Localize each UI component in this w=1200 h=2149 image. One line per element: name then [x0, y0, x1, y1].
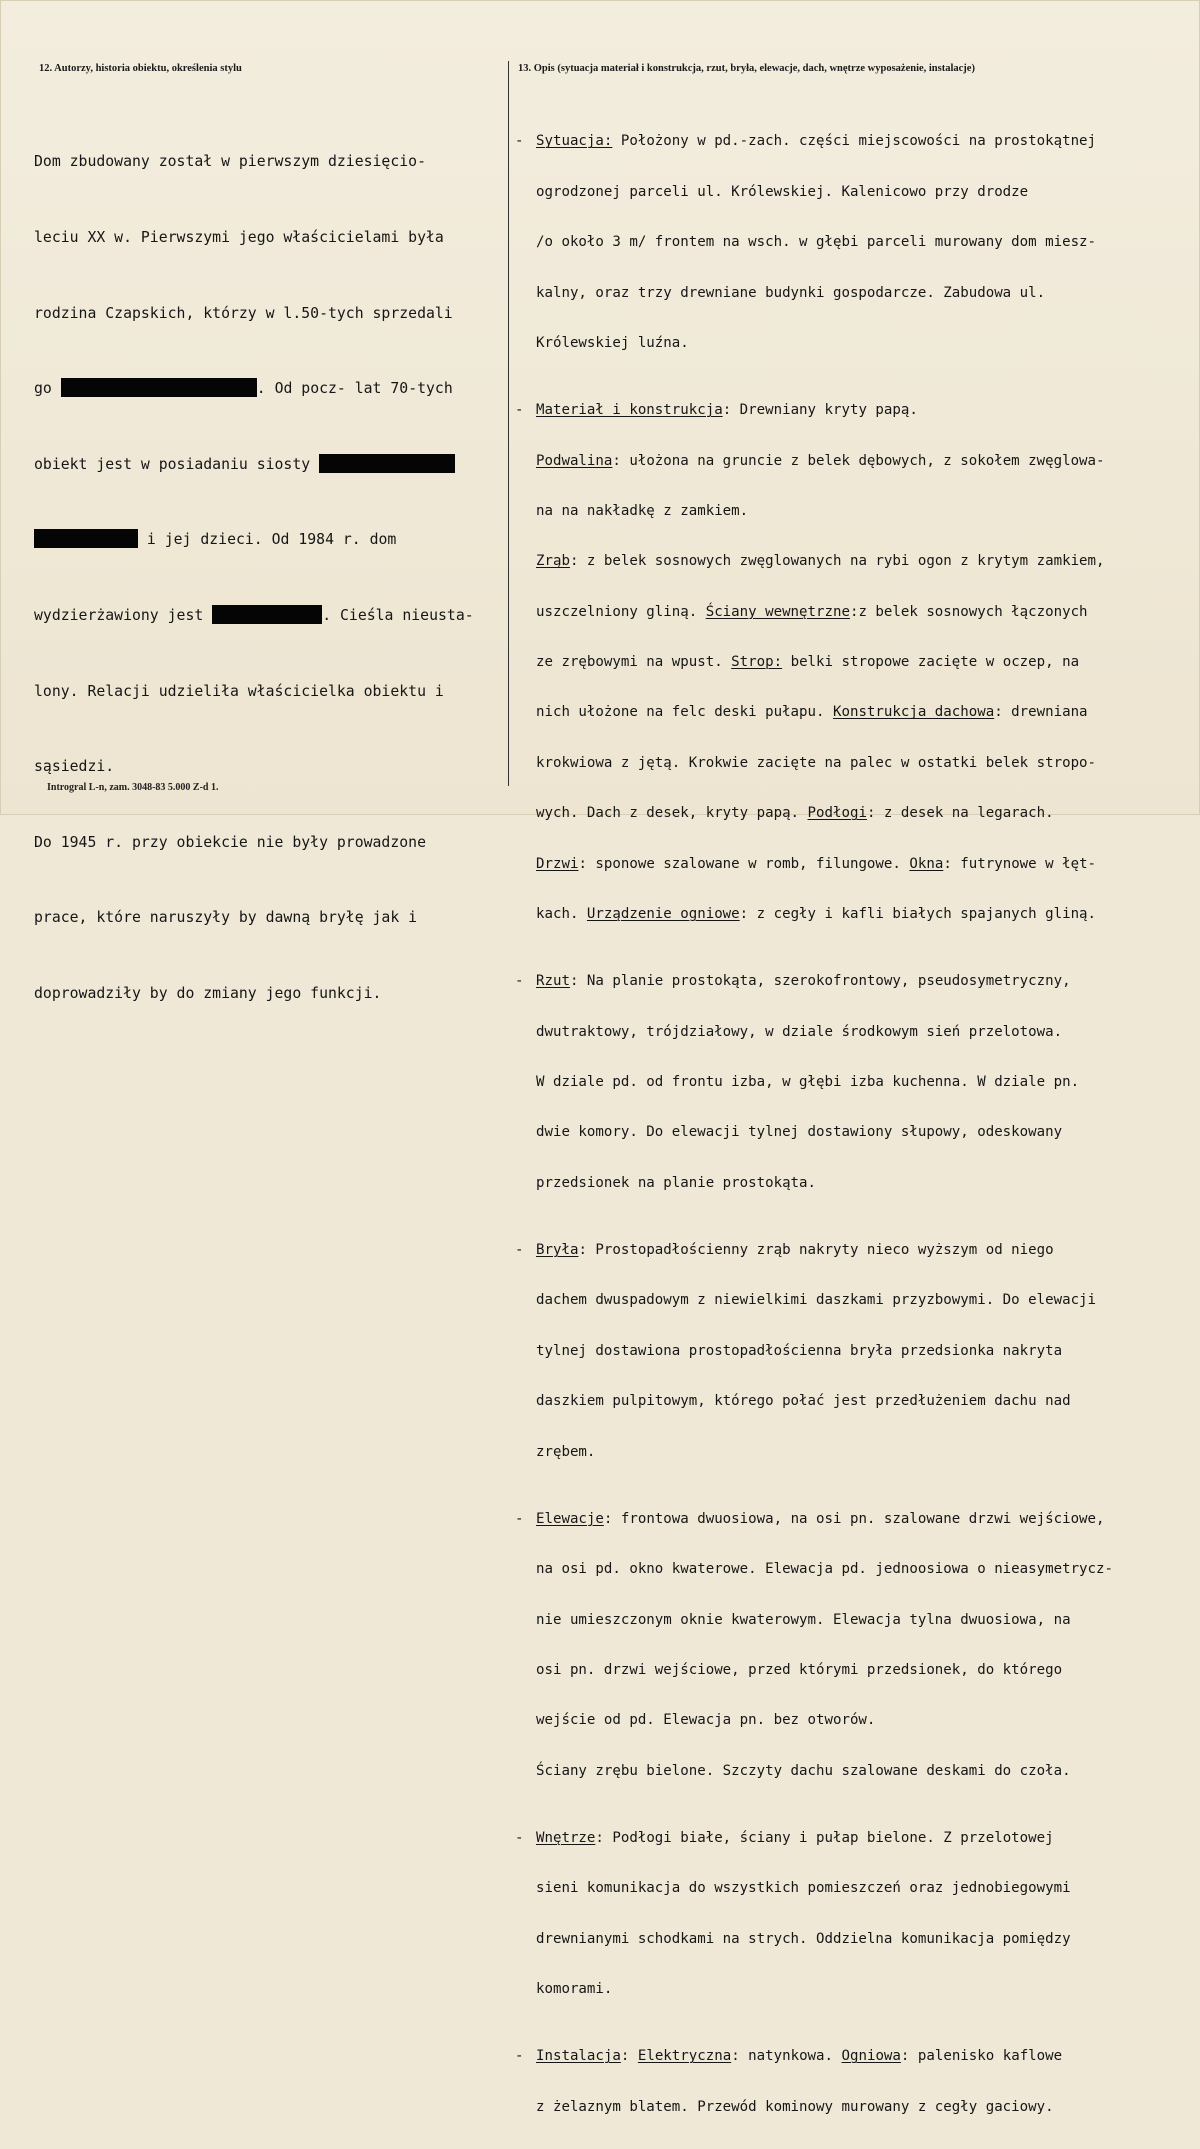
text-span: : sponowe szalowane w romb, filungowe. [578, 855, 910, 872]
text-span: i jej dzieci. Od 1984 r. dom [138, 531, 397, 549]
text-line [515, 1024, 1195, 1041]
description-text [515, 83, 1195, 2149]
text-span: kalny, oraz trzy drewniane budynki gospodarcze. Zabudowa ul. [536, 284, 1046, 301]
text-line [515, 2099, 1195, 2116]
text-span: leciu XX w. Pierwszymi jego właścicielami była [34, 229, 444, 246]
text-line [515, 1981, 1195, 1998]
label-sytuacja: Sytuacja: [536, 133, 613, 150]
text-line [34, 754, 499, 779]
label-sciany: Ściany wewnętrzne [705, 603, 850, 620]
text-span: lony. Relacji udzieliła właścicielka obiektu i [34, 682, 444, 700]
text-span: sieni komunikacja do wszystkich pomieszczeń oraz jednobiegowymi [536, 1880, 1071, 1897]
text-span: tylnej dostawiona prostopadłościenna bryła przedsionka nakryta [536, 1342, 1063, 1359]
text-span: : z belek sosnowych zwęglowanych na rybi ogon z krytym zamkiem, [569, 553, 1105, 570]
redaction-bar [61, 378, 257, 397]
text-span: przedsionek na planie prostokąta. [536, 1174, 817, 1191]
text-line [515, 1074, 1195, 1091]
text-span: krokwiowa z jętą. Krokwie zacięte na palec w ostatki belek stropo- [536, 754, 1097, 771]
text-line [34, 603, 499, 628]
text-span: ogrodzonej parceli ul. Królewskiej. Kalenicowo przy drodze [536, 183, 1029, 200]
text-span: obiekt jest w posiadaniu siosty [34, 455, 311, 473]
text-line [515, 973, 1195, 990]
text-span: : Drewniany kryty papą. [722, 402, 918, 419]
label-bryla: Bryła [536, 1241, 579, 1258]
text-span: rodzina Czapskich, którzy w l.50-tych sprzedali [34, 304, 453, 322]
text-line [515, 1511, 1195, 1528]
text-line [515, 234, 1195, 251]
text-line [34, 225, 499, 250]
text-span: : drewniana [994, 704, 1088, 721]
text-span: drewnianymi schodkami na strych. Oddzielna komunikacja pomiędzy [536, 1930, 1071, 1947]
text-span: Dom zbudowany został w pierwszym dziesięcio- [34, 153, 426, 171]
text-span: Położony w pd.-zach. części miejscowości na prostokątnej [612, 133, 1097, 150]
text-span: : ułożona na gruncie z belek dębowych, z sokołem zwęglowa- [612, 452, 1105, 469]
text-line [515, 755, 1195, 772]
text-span: na na nakładkę z zamkiem. [536, 502, 749, 519]
text-span: sąsiedzi. [34, 758, 115, 776]
label-podwalina: Podwalina [536, 452, 613, 469]
text-span: : Na planie prostokąta, szerokofrontowy, pseudosymetryczny, [569, 973, 1071, 990]
text-span: zrębem. [536, 1443, 596, 1460]
label-rzut: Rzut [536, 973, 570, 990]
label-urzadzenie: Urządzenie ogniowe [586, 906, 740, 923]
text-span: dwutraktowy, trójdziałowy, w dziale środkowym sień przelotowa. [536, 1023, 1063, 1040]
text-span: kach. [536, 906, 587, 923]
text-span: nie umieszczonym oknie kwaterowym. Elewacja tylna dwuosiowa, na [536, 1611, 1071, 1628]
label-elewacje: Elewacje [536, 1510, 604, 1527]
text-span: : Podłogi białe, ściany i pułap bielone. Z przelotowej [595, 1829, 1054, 1846]
text-line [515, 1343, 1195, 1360]
text-line [34, 149, 499, 174]
text-span: Królewskiej luźna. [536, 334, 689, 351]
redaction-bar [34, 529, 138, 548]
text-span: . Cieśla nieusta- [322, 606, 474, 624]
text-line [34, 830, 499, 855]
text-line [34, 981, 499, 1006]
text-span: z żelaznym blatem. Przewód kominowy murowany z cegły gaciowy. [536, 2098, 1054, 2115]
text-span: : z desek na legarach. [866, 805, 1054, 822]
label-wnetrze: Wnętrze [536, 1829, 596, 1846]
label-podlogi: Podłogi [807, 805, 867, 822]
text-line [34, 301, 499, 326]
text-line [515, 553, 1195, 570]
text-span: : futrynowe w łęt- [943, 855, 1097, 872]
text-span: :z belek sosnowych łączonych [849, 603, 1088, 620]
text-span: doprowadziły by do zmiany jego funkcji. [34, 984, 382, 1002]
text-line [515, 402, 1195, 419]
text-span: daszkiem pulpitowym, którego połać jest przedłużeniem dachu nad [536, 1393, 1071, 1410]
bullet-dash: - [515, 1241, 524, 1258]
bullet-dash: - [515, 133, 524, 150]
text-span: : frontowa dwuosiowa, na osi pn. szalowane drzwi wejściowe, [603, 1510, 1105, 1527]
text-line [515, 654, 1195, 671]
bullet-dash: - [515, 973, 524, 990]
redaction-bar [319, 454, 455, 473]
text-line [515, 184, 1195, 201]
text-line [34, 376, 499, 401]
text-line [515, 1292, 1195, 1309]
text-line [515, 906, 1195, 923]
label-ogniowa: Ogniowa [841, 2048, 901, 2065]
text-line [515, 805, 1195, 822]
text-span: wych. Dach z desek, kryty papą. [536, 805, 808, 822]
text-line [515, 604, 1195, 621]
text-span: komorami. [536, 1981, 613, 1998]
text-line [515, 1612, 1195, 1629]
text-span: : [620, 2048, 638, 2065]
text-span: : natynkowa. [731, 2048, 842, 2065]
text-line [515, 1124, 1195, 1141]
text-line [515, 856, 1195, 873]
text-line [515, 1561, 1195, 1578]
text-span: : z cegły i kafli białych spajanych gliną. [739, 906, 1097, 923]
label-okna: Okna [909, 855, 944, 872]
text-span: : Prostopadłościenny zrąb nakryty nieco wyższym od niego [578, 1241, 1054, 1258]
text-line [515, 503, 1195, 520]
label-drzwi: Drzwi [536, 855, 579, 872]
text-line [515, 133, 1195, 150]
column-divider [508, 61, 509, 786]
text-span: dwie komory. Do elewacji tylnej dostawiony słupowy, odeskowany [536, 1124, 1063, 1141]
text-span: /o około 3 m/ frontem na wsch. w głębi parceli murowany dom miesz- [536, 234, 1097, 251]
text-span: wejście od pd. Elewacja pn. bez otworów. [536, 1712, 876, 1729]
text-line [515, 2048, 1195, 2065]
text-span: go [34, 380, 52, 398]
text-line [515, 1444, 1195, 1461]
bullet-dash: - [515, 402, 524, 419]
bullet-dash: - [515, 1510, 524, 1527]
label-instalacja: Instalacja [536, 2048, 621, 2065]
text-line [515, 335, 1195, 352]
text-line [515, 1712, 1195, 1729]
text-span: na osi pd. okno kwaterowe. Elewacja pd. jednoosiowa o nieasymetrycz- [536, 1561, 1113, 1578]
text-line [34, 905, 499, 930]
text-span: ze zrębowymi na wpust. [536, 654, 732, 671]
text-line [515, 1175, 1195, 1192]
printer-imprint: Introgral L-n, zam. 3048-83 5.000 Z-d 1. [47, 782, 219, 793]
text-span: uszczelniony gliną. [536, 603, 706, 620]
bullet-dash: - [515, 1829, 524, 1846]
text-line [515, 1242, 1195, 1259]
text-line [515, 1931, 1195, 1948]
text-span: dachem dwuspadowym z niewielkimi daszkami przyzbowymi. Do elewacji [536, 1292, 1097, 1309]
history-text [34, 99, 499, 1057]
text-line [34, 452, 499, 477]
text-line [515, 1393, 1195, 1410]
text-span: Do 1945 r. przy obiekcie nie były prowadzone [34, 833, 426, 851]
label-material: Materiał i konstrukcja [536, 402, 723, 419]
text-span: : palenisko kaflowe [900, 2048, 1063, 2065]
redaction-bar [212, 605, 322, 624]
text-line [515, 1830, 1195, 1847]
section-12-heading: 12. Autorzy, historia obiektu, określenia stylu [39, 63, 242, 74]
label-elektryczna: Elektryczna [637, 2048, 732, 2065]
text-span: Ściany zrębu bielone. Szczyty dachu szalowane deskami do czoła. [536, 1762, 1071, 1779]
text-line [34, 679, 499, 704]
label-strop: Strop: [731, 654, 783, 671]
text-span: . Od pocz- lat 70-tych [256, 380, 453, 398]
text-span: wydzierżawiony jest [34, 606, 204, 624]
text-line [515, 704, 1195, 721]
label-zrab: Zrąb [536, 553, 570, 570]
text-line [515, 1662, 1195, 1679]
text-line [515, 453, 1195, 470]
text-line [515, 1880, 1195, 1897]
text-span: nich ułożone na felc deski pułapu. [536, 704, 833, 721]
text-span: belki stropowe zacięte w oczep, na [782, 654, 1080, 671]
bullet-dash: - [515, 2048, 524, 2065]
text-span: prace, które naruszyły by dawną bryłę jak i [34, 909, 418, 927]
text-line [34, 527, 499, 552]
label-konstrukcja: Konstrukcja dachowa [832, 704, 995, 721]
section-13-heading: 13. Opis (sytuacja materiał i konstrukcja, rzut, bryła, elewacje, dach, wnętrze wyposażenie, instalacje) [518, 63, 975, 74]
text-line [515, 285, 1195, 302]
text-line [515, 1763, 1195, 1780]
text-span: osi pn. drzwi wejściowe, przed którymi przedsionek, do którego [536, 1661, 1063, 1678]
text-span: W dziale pd. od frontu izba, w głębi izba kuchenna. W dziale pn. [536, 1074, 1080, 1091]
